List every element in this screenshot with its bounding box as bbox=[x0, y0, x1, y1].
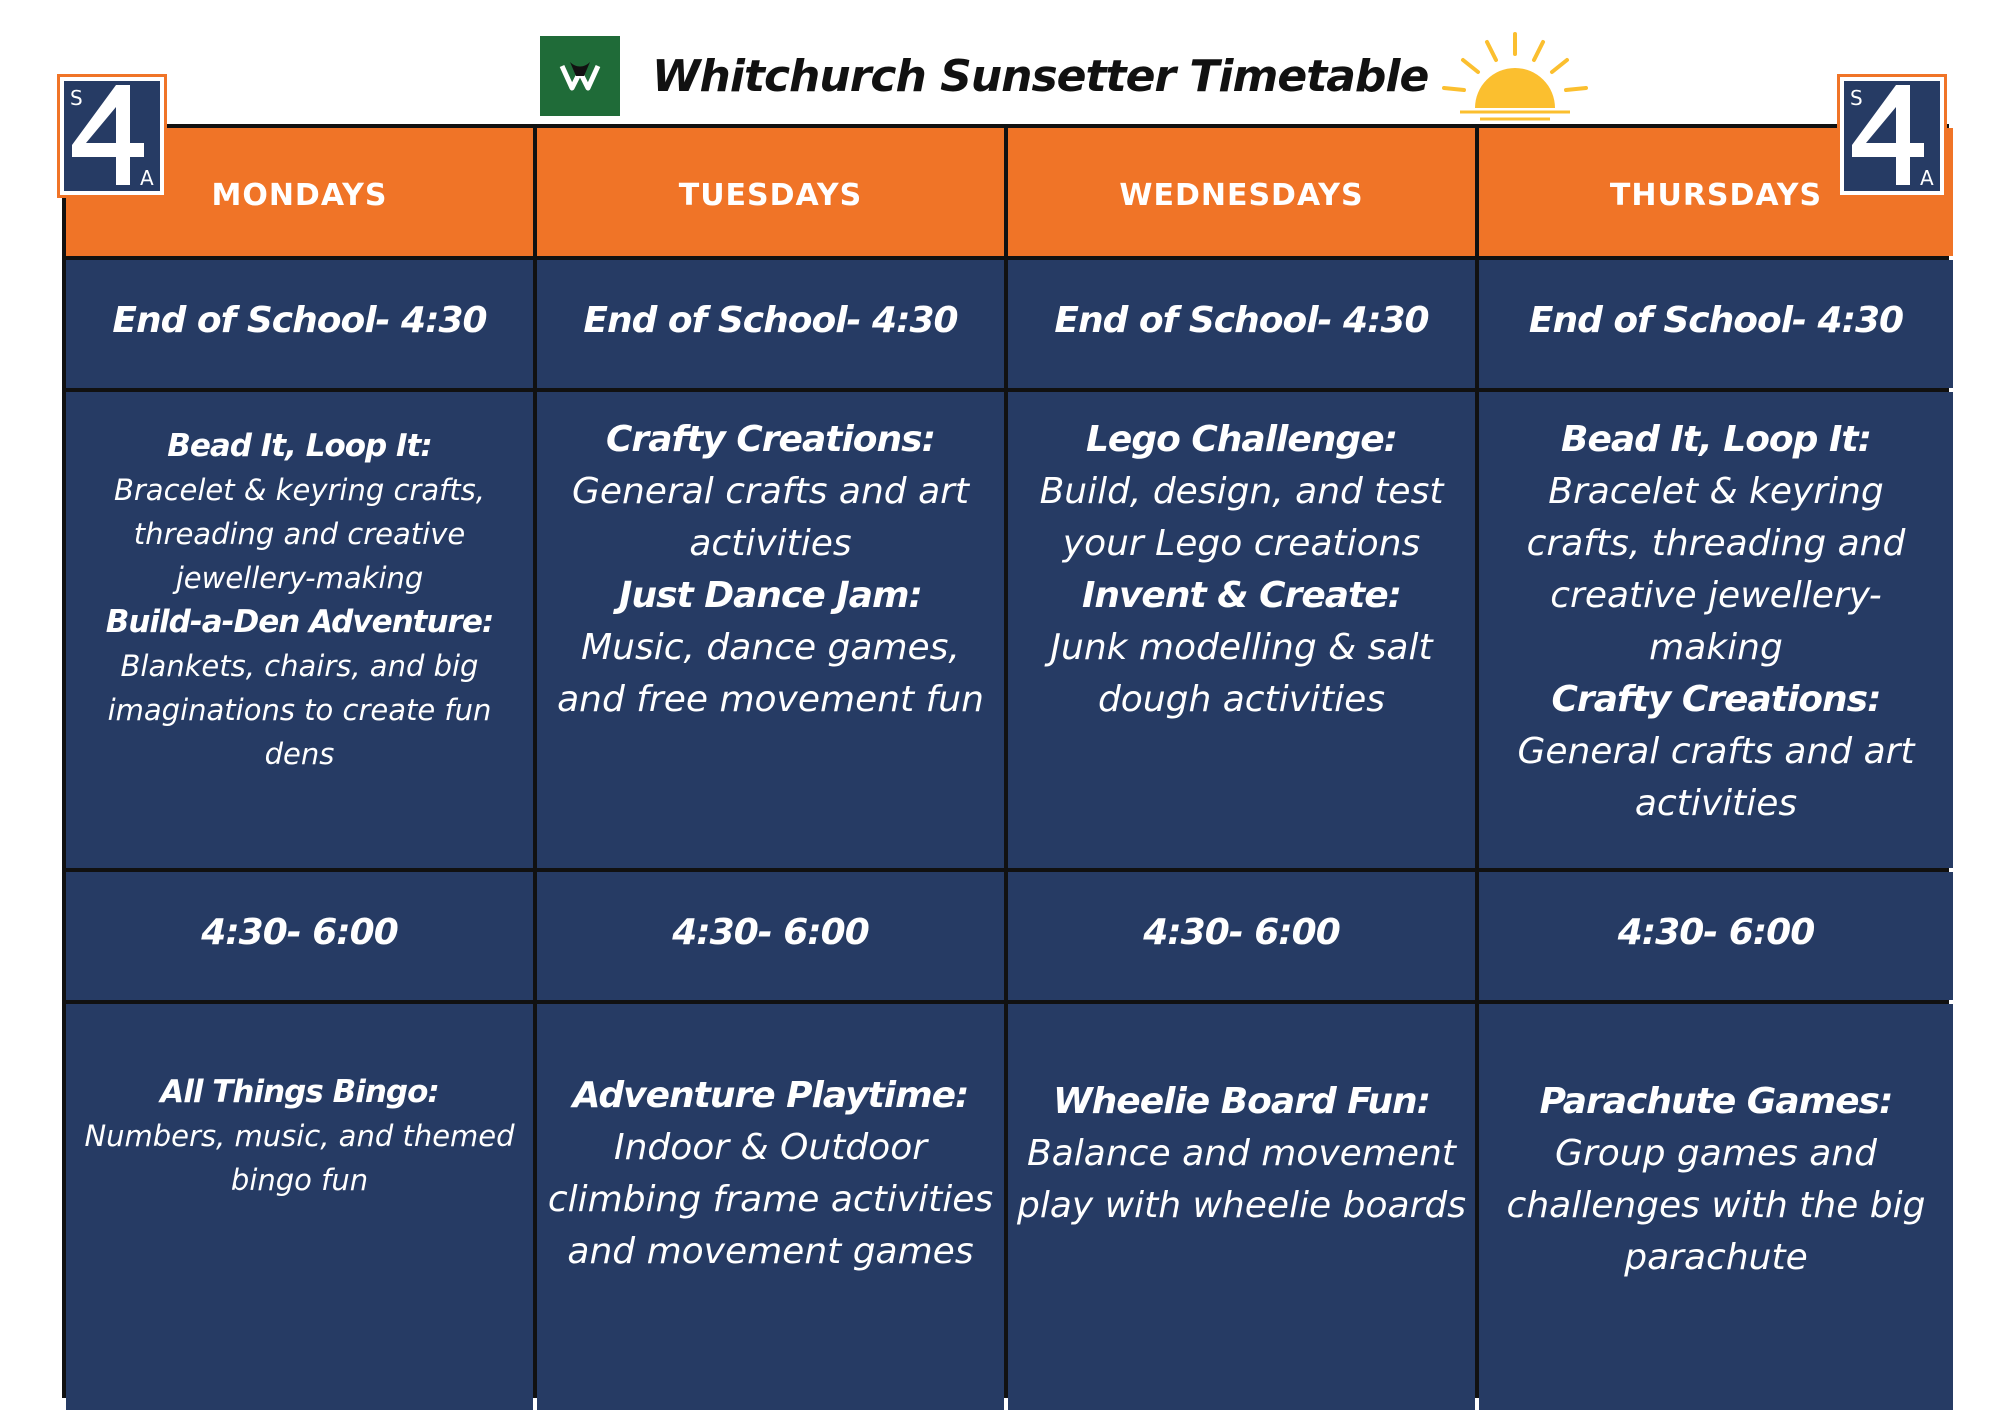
day-header-label: MONDAYS bbox=[211, 178, 388, 213]
time-slot-label: 4:30- 6:00 bbox=[672, 912, 869, 953]
time-cell bbox=[1479, 872, 1953, 1000]
time-cell bbox=[537, 260, 1004, 388]
activity-description: Build, design, and test your Lego creations bbox=[1039, 471, 1444, 564]
time-slot-label: End of School- 4:30 bbox=[112, 300, 487, 341]
activity-title: All Things Bingo: bbox=[160, 1074, 439, 1110]
activity-list bbox=[74, 1070, 525, 1202]
activity-list bbox=[1016, 414, 1467, 726]
activity-list bbox=[1487, 1076, 1945, 1284]
time-slot-label: End of School- 4:30 bbox=[583, 300, 958, 341]
time-slot-label: End of School- 4:30 bbox=[1054, 300, 1429, 341]
activity-list bbox=[545, 1070, 996, 1278]
activity-description: Junk modelling & salt dough activities bbox=[1050, 627, 1433, 720]
sun-icon bbox=[1430, 30, 1600, 126]
activity-description: General crafts and art activities bbox=[1517, 731, 1915, 824]
title-bar bbox=[0, 30, 2000, 130]
school-logo bbox=[540, 36, 620, 116]
activity-title: Invent & Create: bbox=[1081, 575, 1402, 616]
activity-title: Adventure Playtime: bbox=[572, 1075, 969, 1116]
activity-list bbox=[1016, 1076, 1467, 1232]
timetable-grid bbox=[62, 124, 1949, 1398]
activity-title: Lego Challenge: bbox=[1085, 419, 1398, 460]
activity-cell bbox=[1479, 392, 1953, 868]
day-header bbox=[537, 128, 1004, 256]
day-header bbox=[1008, 128, 1475, 256]
activity-cell bbox=[1008, 392, 1475, 868]
activity-title: Wheelie Board Fun: bbox=[1052, 1081, 1431, 1122]
day-header-label: TUESDAYS bbox=[678, 178, 863, 213]
activity-title: Just Dance Jam: bbox=[619, 575, 922, 616]
activity-description: Bracelet & keyring crafts, threading and creative jewellery-making bbox=[113, 473, 486, 595]
activity-description: General crafts and art activities bbox=[571, 471, 970, 564]
activity-title: Build-a-Den Adventure: bbox=[105, 604, 494, 640]
time-cell bbox=[66, 260, 533, 388]
activity-description: Bracelet & keyring crafts, threading and creative jewellery-making bbox=[1526, 471, 1906, 668]
sa4-logo-icon bbox=[60, 77, 164, 195]
page-title: Whitchurch Sunsetter Timetable bbox=[652, 51, 1429, 102]
time-cell bbox=[537, 872, 1004, 1000]
sa4-badge-right bbox=[1837, 74, 1947, 198]
day-header-label: THURSDAYS bbox=[1609, 178, 1823, 213]
badge-letter-s: S bbox=[70, 86, 83, 110]
activity-title: Bead It, Loop It: bbox=[1561, 419, 1871, 460]
activity-cell bbox=[537, 392, 1004, 868]
time-cell bbox=[66, 872, 533, 1000]
time-cell bbox=[1479, 260, 1953, 388]
activity-description: Indoor & Outdoor climbing frame activities and movement games bbox=[547, 1127, 994, 1272]
day-header-label: WEDNESDAYS bbox=[1119, 178, 1364, 213]
badge-letter-a: A bbox=[1920, 166, 1934, 190]
activity-cell bbox=[66, 1004, 533, 1410]
time-slot-label: 4:30- 6:00 bbox=[1143, 912, 1340, 953]
activity-list bbox=[545, 414, 996, 726]
activity-list bbox=[1487, 414, 1945, 830]
activity-list bbox=[74, 424, 525, 776]
activity-cell bbox=[537, 1004, 1004, 1410]
time-cell bbox=[1008, 260, 1475, 388]
activity-title: Parachute Games: bbox=[1539, 1081, 1893, 1122]
time-slot-label: 4:30- 6:00 bbox=[1617, 912, 1815, 953]
activity-description: Music, dance games, and free movement fun bbox=[557, 627, 984, 720]
time-cell bbox=[1008, 872, 1475, 1000]
activity-cell bbox=[66, 392, 533, 868]
activity-title: Crafty Creations: bbox=[1551, 679, 1881, 720]
time-slot-label: End of School- 4:30 bbox=[1528, 300, 1904, 341]
activity-cell bbox=[1479, 1004, 1953, 1410]
time-slot-label: 4:30- 6:00 bbox=[201, 912, 398, 953]
sa4-badge-left bbox=[57, 74, 167, 198]
activity-title: Bead It, Loop It: bbox=[167, 428, 432, 464]
sa4-logo-icon bbox=[1840, 77, 1944, 195]
activity-description: Numbers, music, and themed bingo fun bbox=[84, 1119, 515, 1197]
activity-description: Balance and movement play with wheelie boards bbox=[1017, 1133, 1466, 1226]
badge-letter-s: S bbox=[1850, 86, 1863, 110]
activity-description: Group games and challenges with the big parachute bbox=[1506, 1133, 1926, 1278]
badge-letter-a: A bbox=[140, 166, 154, 190]
activity-title: Crafty Creations: bbox=[606, 419, 935, 460]
activity-description: Blankets, chairs, and big imaginations to create fun dens bbox=[107, 649, 492, 771]
activity-cell bbox=[1008, 1004, 1475, 1410]
